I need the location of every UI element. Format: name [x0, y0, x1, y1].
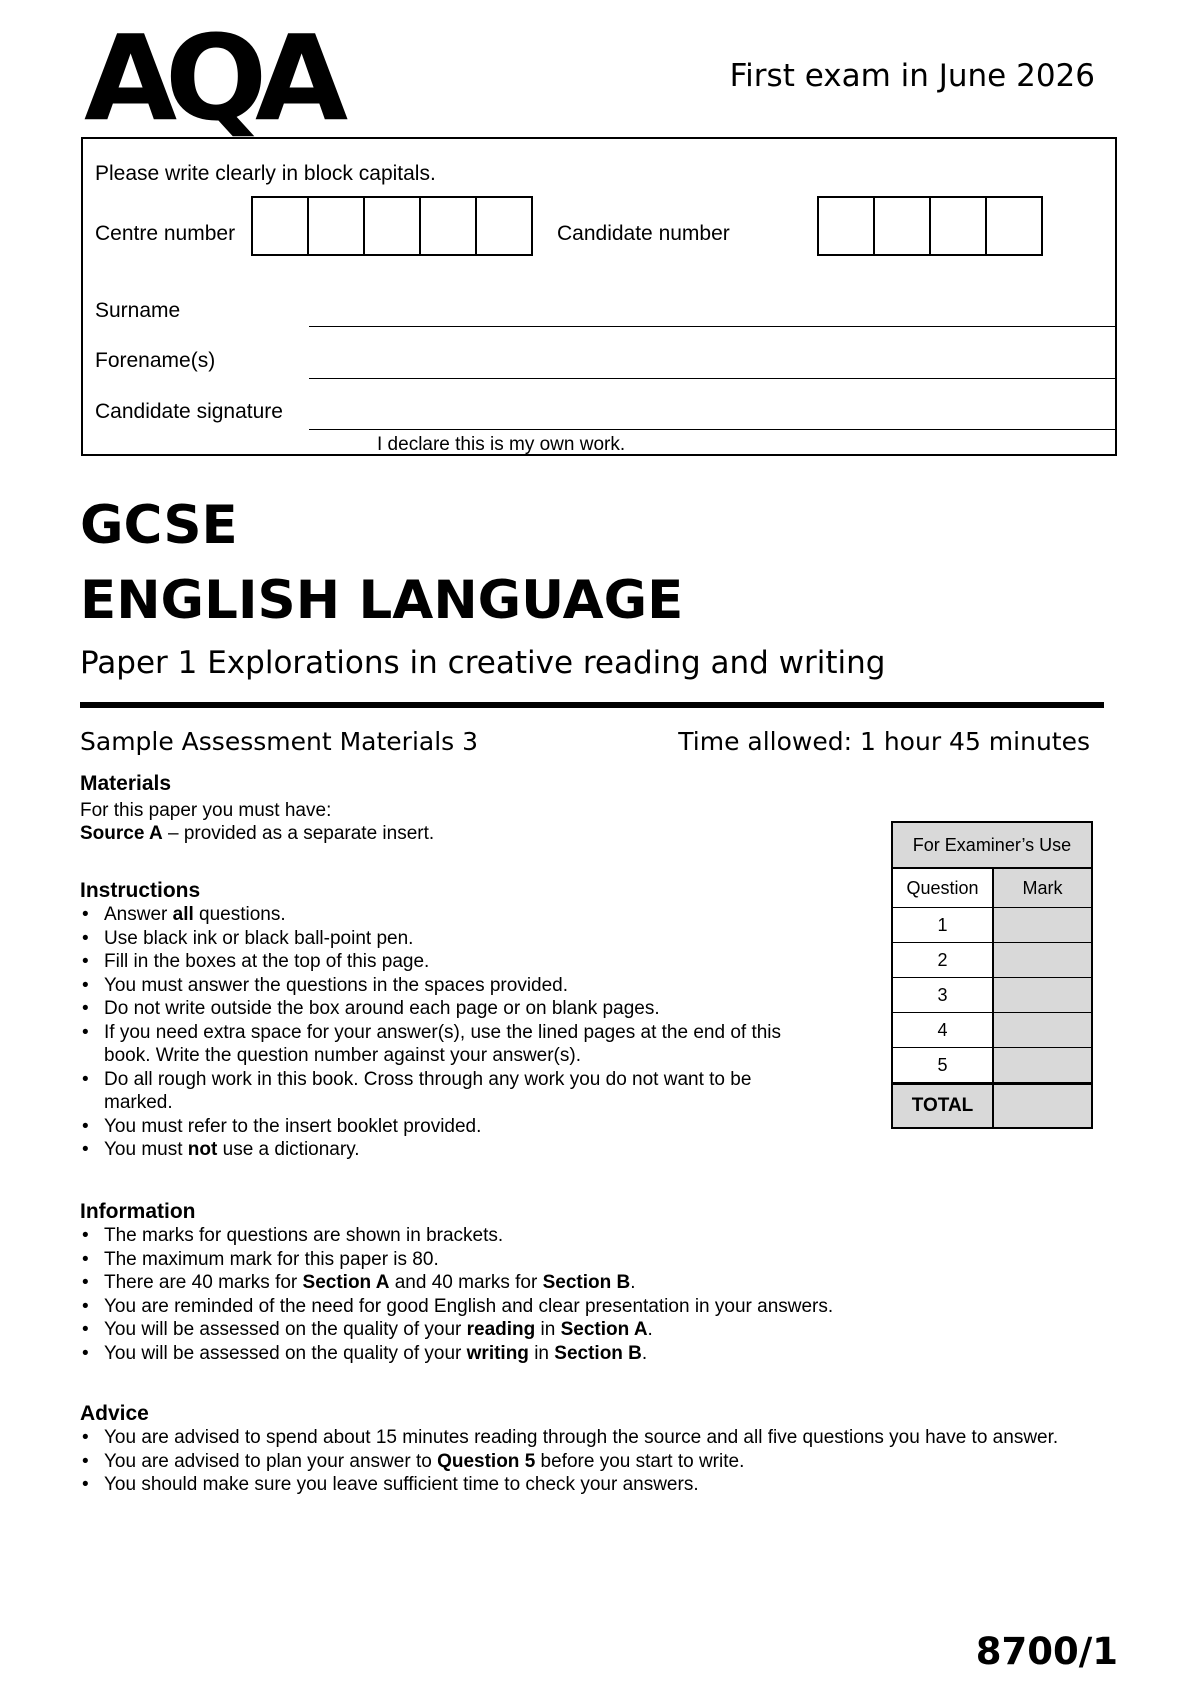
- aqa-logo: AQA: [84, 9, 336, 147]
- candidate-digit-box[interactable]: [819, 198, 875, 254]
- time-allowed: Time allowed: 1 hour 45 minutes: [678, 727, 1090, 756]
- materials-heading: Materials: [80, 772, 172, 795]
- question-number: 1: [893, 908, 994, 942]
- title-rule: [80, 702, 1104, 708]
- list-item: • You must refer to the insert booklet provided.: [80, 1115, 820, 1139]
- question-number: 2: [893, 943, 994, 977]
- materials-text: [80, 799, 434, 845]
- list-item: • You are advised to plan your answer to Question 5 before you start to write.: [80, 1450, 1070, 1474]
- list-item: • Answer all questions.: [80, 903, 820, 927]
- materials-source: Source A – provided as a separate insert.: [80, 823, 435, 844]
- surname-line[interactable]: [309, 326, 1117, 327]
- materials-line: For this paper you must have:: [80, 800, 332, 821]
- examiner-table-title: For Examiner’s Use: [893, 823, 1091, 869]
- paper-title: Paper 1 Explorations in creative reading and writing: [80, 645, 886, 681]
- question-column-header: Question: [893, 869, 994, 907]
- advice-list: [80, 1426, 1070, 1497]
- centre-number-boxes[interactable]: [251, 196, 533, 256]
- question-number: 4: [893, 1013, 994, 1047]
- series-label: Sample Assessment Materials 3: [80, 727, 479, 756]
- list-item: • Fill in the boxes at the top of this page.: [80, 950, 820, 974]
- list-item: • Do not write outside the box around each page or on blank pages.: [80, 997, 820, 1021]
- centre-digit-box[interactable]: [477, 198, 533, 254]
- information-heading: Information: [80, 1200, 196, 1223]
- table-row: [893, 1013, 1091, 1048]
- source-a-label: Source A: [80, 823, 163, 844]
- declaration-text: I declare this is my own work.: [377, 434, 626, 455]
- list-item: • The marks for questions are shown in brackets.: [80, 1224, 1080, 1248]
- list-item: • You are reminded of the need for good English and clear presentation in your answers.: [80, 1295, 1080, 1319]
- table-row: [893, 978, 1091, 1013]
- forenames-line[interactable]: [309, 378, 1117, 379]
- candidate-number-label: Candidate number: [557, 222, 730, 245]
- mark-column-header: Mark: [994, 869, 1091, 907]
- list-item: • You will be assessed on the quality of your reading in Section A.: [80, 1318, 1080, 1342]
- forenames-label: Forename(s): [95, 349, 216, 372]
- list-item: • You will be assessed on the quality of your writing in Section B.: [80, 1342, 1080, 1366]
- question-number: 5: [893, 1048, 994, 1082]
- list-item: • Do all rough work in this book. Cross through any work you do not want to be marked.: [80, 1068, 820, 1115]
- question-number: 3: [893, 978, 994, 1012]
- table-row: [893, 943, 1091, 978]
- list-item: • You must answer the questions in the spaces provided.: [80, 974, 820, 998]
- total-label: TOTAL: [893, 1085, 994, 1127]
- examiner-use-table: [891, 821, 1093, 1129]
- total-mark-cell: [994, 1085, 1091, 1127]
- list-item: • You should make sure you leave sufficient time to check your answers.: [80, 1473, 1070, 1497]
- list-item: • The maximum mark for this paper is 80.: [80, 1248, 1080, 1272]
- subject-title: ENGLISH LANGUAGE: [80, 570, 684, 631]
- table-row: [893, 1048, 1091, 1083]
- information-list: [80, 1224, 1080, 1365]
- centre-digit-box[interactable]: [309, 198, 365, 254]
- candidate-digit-box[interactable]: [875, 198, 931, 254]
- list-item: • You are advised to spend about 15 minutes reading through the source and all five questions you have to answer.: [80, 1426, 1070, 1450]
- list-item: • Use black ink or black ball-point pen.: [80, 927, 820, 951]
- mark-cell: [994, 978, 1091, 1012]
- signature-line[interactable]: [309, 429, 1117, 430]
- block-capitals-instruction: Please write clearly in block capitals.: [95, 162, 436, 185]
- instructions-list: [80, 903, 820, 1162]
- instructions-heading: Instructions: [80, 879, 201, 902]
- list-item: • You must not use a dictionary.: [80, 1138, 820, 1162]
- table-row: [893, 908, 1091, 943]
- signature-label: Candidate signature: [95, 400, 283, 423]
- list-item: • If you need extra space for your answer(s), use the lined pages at the end of this book. Write the question number against your answer(s).: [80, 1021, 820, 1068]
- mark-cell: [994, 908, 1091, 942]
- candidate-digit-box[interactable]: [931, 198, 987, 254]
- candidate-details-box: [81, 137, 1117, 456]
- list-item: • There are 40 marks for Section A and 40 marks for Section B.: [80, 1271, 1080, 1295]
- surname-label: Surname: [95, 299, 181, 322]
- advice-heading: Advice: [80, 1402, 149, 1425]
- centre-digit-box[interactable]: [365, 198, 421, 254]
- centre-number-label: Centre number: [95, 222, 236, 245]
- candidate-digit-box[interactable]: [987, 198, 1043, 254]
- mark-cell: [994, 1013, 1091, 1047]
- total-row: [893, 1083, 1091, 1127]
- mark-cell: [994, 1048, 1091, 1082]
- centre-digit-box[interactable]: [253, 198, 309, 254]
- mark-cell: [994, 943, 1091, 977]
- centre-digit-box[interactable]: [421, 198, 477, 254]
- qualification-title: GCSE: [80, 495, 238, 556]
- examiner-table-header: [893, 869, 1091, 908]
- candidate-number-boxes[interactable]: [817, 196, 1043, 256]
- first-exam-date: First exam in June 2026: [729, 58, 1095, 94]
- paper-code: 8700/1: [975, 1630, 1118, 1673]
